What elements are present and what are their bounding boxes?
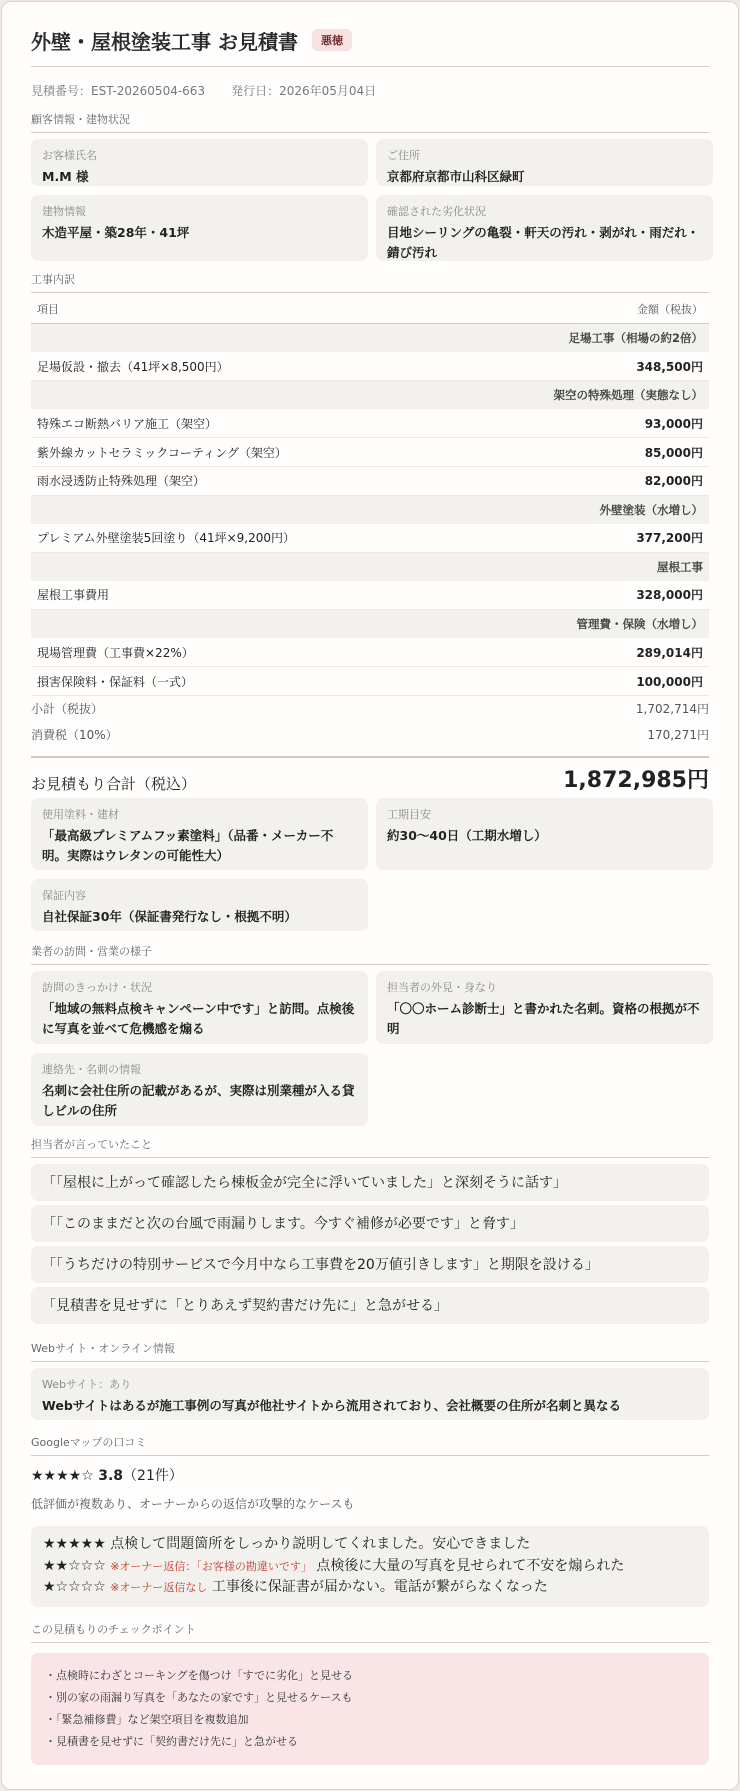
quote-item: 「見積書を見せずに「とりあえず契約書だけ先に」と急がせる」 [31,1287,709,1324]
col-item-header: 項目 [31,295,556,324]
subtotal-row [31,696,709,722]
customer-name-label: お客様氏名 [42,149,97,162]
work-items-table [31,295,709,696]
quotes-section-heading: 担当者が言っていたこと [31,1136,709,1158]
rating-count: （21件） [123,1467,183,1484]
review-text: 点検後に大量の写真を見せられて不安を煽られた [316,1557,625,1574]
review-stars-icon: ★☆☆☆☆ [43,1579,106,1596]
address-box [376,139,713,186]
customer-section-heading: 顧客情報・建物状況 [31,111,709,133]
warranty-box [31,879,368,931]
checkpoint-item: ・「緊急補修費」など架空項目を複数追加 [45,1712,249,1726]
tax-value: 170,271円 [647,728,709,743]
total-amount: 1,872,985円 [563,767,709,793]
rating-summary [31,1465,709,1485]
paint-box [31,798,368,870]
total-label: お見積もり合計（税込） [31,774,197,793]
website-value: Webサイトはあるが施工事例の写真が他社サイトから流用されており、会社概要の住所が名刺と異なる [42,1397,622,1413]
building-value: 木造平屋・築28年・41坪 [42,225,190,240]
item-amount: 82,000円 [556,467,709,496]
list-item [43,1577,697,1599]
contact-label: 連絡先・名刺の情報 [42,1062,141,1076]
item-name: プレミアム外壁塗装5回塗り（41坪×9,200円） [31,524,556,553]
quotes-list [31,1164,709,1324]
item-name: 損害保険料・保証料（一式） [31,667,556,696]
review-text: 工事後に保証書が届かない。電話が繋がらなくなった [211,1579,548,1596]
item-amount: 85,000円 [556,438,709,467]
review-list [31,1526,709,1607]
customer-grid [31,139,709,261]
item-amount: 93,000円 [556,409,709,438]
category-row: 外壁塗装（水増し） [31,495,709,524]
table-row [31,438,709,467]
period-value: 約30〜40日（工期水増し） [387,827,547,843]
contact-box [31,1053,368,1126]
appearance-label: 担当者の外見・身なり [387,980,497,994]
checkpoints-box [31,1653,709,1765]
category-row: 管理費・保険（水増し） [31,610,709,639]
damage-value: 目地シーリングの亀裂・軒天の汚れ・剥がれ・雨だれ・錆び汚れ [387,225,700,260]
item-amount: 289,014円 [556,638,709,667]
review-stars-icon: ★★★★★ [43,1535,106,1552]
page-title: 外壁・屋根塗装工事 お見積書 [31,29,298,54]
web-section-heading: Webサイト・オンライン情報 [31,1340,709,1362]
website-box [31,1368,709,1420]
address-value: 京都府京都市山科区緑町 [387,169,525,184]
tax-row [31,722,709,748]
issue-date: 発行日：2026年05月04日 [231,84,377,98]
table-row [31,581,709,610]
estimate-card [1,1,739,1790]
item-amount: 100,000円 [556,667,709,696]
item-amount: 377,200円 [556,524,709,553]
list-item [43,1556,697,1578]
title-divider [31,66,709,67]
checkpoint-item: ・見積書を見せずに「契約書だけ先に」と急がせる [45,1734,298,1748]
quote-item: 「「うちだけの特別サービスで今月中なら工事費を20万値引きします」と期限を設ける」 [31,1246,709,1283]
damage-label: 確認された劣化状況 [387,205,486,218]
category-row: 架空の特殊処理（実態なし） [31,381,709,410]
item-amount: 328,000円 [556,581,709,610]
owner-reply: ※オーナー返信：「お客様の勘違いです」 [110,1559,312,1573]
table-row [31,467,709,496]
customer-name-value: M.M 様 [42,169,89,184]
appearance-value: 「〇〇ホーム診断士」と書かれた名刺。資格の根拠が不明 [387,1000,700,1036]
review-stars-icon: ★★☆☆☆ [43,1557,106,1574]
building-label: 建物情報 [42,205,86,218]
table-row [31,409,709,438]
item-name: 足場仮設・撤去（41坪×8,500円） [31,352,556,381]
maps-section-heading: Googleマップの口コミ [31,1434,709,1456]
website-label: Webサイト：あり [42,1377,132,1391]
warranty-label: 保証内容 [42,888,86,902]
table-row [31,524,709,553]
rating-score: 3.8 [98,1467,124,1484]
checkpoint-item: ・点検時にわざとコーキングを傷つけ「すでに劣化」と見せる [45,1668,353,1682]
address-label: ご住所 [387,149,420,162]
checkpoint-item: ・別の家の雨漏り写真を「あなたの家です」と見せるケースも [45,1690,353,1704]
appearance-box [376,971,713,1044]
visit-trigger-label: 訪問のきっかけ・状況 [42,980,152,994]
damage-box [376,195,713,261]
col-amount-header: 金額（税抜） [556,295,709,324]
quote-item: 「「このままだと次の台風で雨漏りします。今すぐ補修が必要です」と脅す」 [31,1205,709,1242]
paint-label: 使用塗料・建材 [42,807,119,821]
quote-item: 「「屋根に上がって確認したら棟板金が完全に浮いていました」と深刻そうに話す」 [31,1164,709,1201]
item-name: 特殊エコ断熱バリア施工（架空） [31,409,556,438]
list-item [43,1534,697,1556]
tax-label: 消費税（10%） [31,728,118,743]
table-row [31,638,709,667]
review-text: 点検して問題箇所をしっかり説明してくれました。安心できました [110,1535,531,1552]
visit-trigger-value: 「地域の無料点検キャンペーン中です」と訪問。点検後に写真を並べて危機感を煽る [42,1000,355,1036]
warranty-value: 自社保証30年（保証書発行なし・根拠不明） [42,908,297,924]
estimate-meta [31,82,709,102]
estimate-number: 見積番号：EST-20260504-663 [31,84,206,98]
visit-trigger-box [31,971,368,1044]
category-row: 足場工事（相場の約2倍） [31,324,709,353]
customer-name-box [31,139,368,186]
table-header-row [31,295,709,324]
item-name: 雨水浸透防止特殊処理（架空） [31,467,556,496]
owner-reply: ※オーナー返信なし [110,1581,208,1595]
total-row [31,767,709,794]
period-label: 工期目安 [387,807,431,821]
subtotal-value: 1,702,714円 [635,702,709,717]
item-name: 屋根工事費用 [31,581,556,610]
total-divider [31,756,709,758]
item-name: 現場管理費（工事費×22%） [31,638,556,667]
title-row [31,24,709,56]
visit-grid [31,971,709,1126]
paint-value: 「最高級プレミアムフッ素塗料」（品番・メーカー不明。実際はウレタンの可能性大） [42,827,334,863]
rating-note: 低評価が複数あり、オーナーからの返信が攻撃的なケースも [31,1496,355,1511]
checkpoints-heading: この見積もりのチェックポイント [31,1621,709,1643]
category-row: 屋根工事 [31,552,709,581]
subtotal-label: 小計（税抜） [31,702,104,717]
visit-section-heading: 業者の訪問・営業の様子 [31,943,709,965]
period-box [376,798,713,870]
table-row [31,667,709,696]
building-box [31,195,368,261]
item-name: 紫外線カットセラミックコーティング（架空） [31,438,556,467]
work-section-heading: 工事内訳 [31,271,709,293]
status-badge: 悪徳 [312,29,352,51]
table-row [31,352,709,381]
item-amount: 348,500円 [556,352,709,381]
rating-stars-icon: ★★★★☆ [31,1467,94,1484]
contact-value: 名刺に会社住所の記載があるが、実際は別業種が入る貸しビルの住所 [42,1082,355,1118]
materials-grid [31,798,709,931]
